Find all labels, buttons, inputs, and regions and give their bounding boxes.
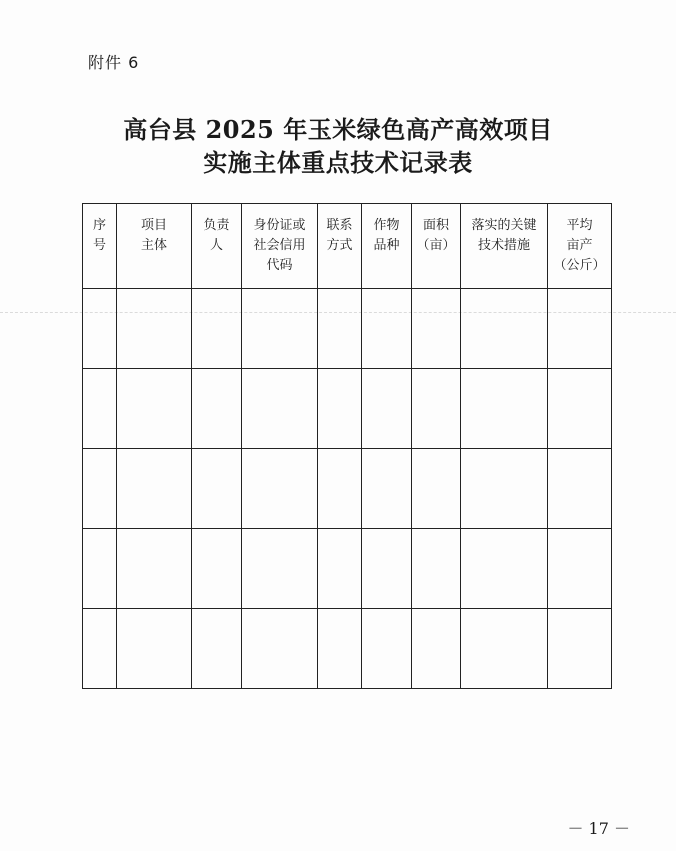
table-cell [192, 369, 242, 449]
table-cell [242, 609, 318, 689]
table-cell [548, 289, 612, 369]
table-cell [412, 369, 461, 449]
table-row [83, 369, 612, 449]
table-cell [362, 609, 412, 689]
table-cell [362, 369, 412, 449]
table-cell [461, 449, 548, 529]
table-row [83, 289, 612, 369]
table-cell [117, 529, 192, 609]
table-row [83, 609, 612, 689]
table-cell [318, 289, 362, 369]
table-cell [412, 609, 461, 689]
table-cell [192, 289, 242, 369]
table-cell [461, 369, 548, 449]
table-cell [412, 289, 461, 369]
col-header-area: 面积 （亩） [412, 204, 461, 289]
table-cell [362, 289, 412, 369]
page-number: － 17 － [567, 819, 630, 838]
col-header-project-entity: 项目 主体 [117, 204, 192, 289]
table-cell [548, 529, 612, 609]
table-cell [192, 609, 242, 689]
table-cell [83, 529, 117, 609]
table-row [83, 529, 612, 609]
title-line-1: 高台县 2025 年玉米绿色高产高效项目 [123, 115, 553, 144]
table-cell [192, 529, 242, 609]
table-cell [362, 529, 412, 609]
table-cell [461, 289, 548, 369]
table-cell [412, 449, 461, 529]
table-cell [117, 449, 192, 529]
table-cell [548, 369, 612, 449]
table-cell [461, 529, 548, 609]
table-cell [318, 609, 362, 689]
table-cell [117, 289, 192, 369]
table-cell [83, 369, 117, 449]
table-cell [242, 369, 318, 449]
col-header-index: 序 号 [83, 204, 117, 289]
table-cell [548, 449, 612, 529]
table-cell [318, 529, 362, 609]
table-cell [548, 609, 612, 689]
table-cell [192, 449, 242, 529]
table-cell [83, 289, 117, 369]
table-header-row [83, 204, 612, 289]
table-cell [242, 449, 318, 529]
col-header-contact: 联系 方式 [318, 204, 362, 289]
table-body [83, 289, 612, 689]
table-cell [318, 449, 362, 529]
table-cell [83, 449, 117, 529]
table-cell [117, 609, 192, 689]
table-cell [242, 289, 318, 369]
col-header-id-or-credit-code: 身份证或 社会信用 代码 [242, 204, 318, 289]
table-cell [318, 369, 362, 449]
attachment-label: 附件 6 [88, 53, 140, 72]
table-cell [461, 609, 548, 689]
col-header-key-measures: 落实的关键 技术措施 [461, 204, 548, 289]
title-line-2: 实施主体重点技术记录表 [203, 148, 473, 177]
table-cell [412, 529, 461, 609]
col-header-avg-yield: 平均 亩产 （公斤） [548, 204, 612, 289]
table-cell [242, 529, 318, 609]
table-cell [117, 369, 192, 449]
col-header-person-in-charge: 负责 人 [192, 204, 242, 289]
record-table [82, 203, 612, 689]
table-cell [83, 609, 117, 689]
col-header-crop-variety: 作物 品种 [362, 204, 412, 289]
table-cell [362, 449, 412, 529]
table-row [83, 449, 612, 529]
